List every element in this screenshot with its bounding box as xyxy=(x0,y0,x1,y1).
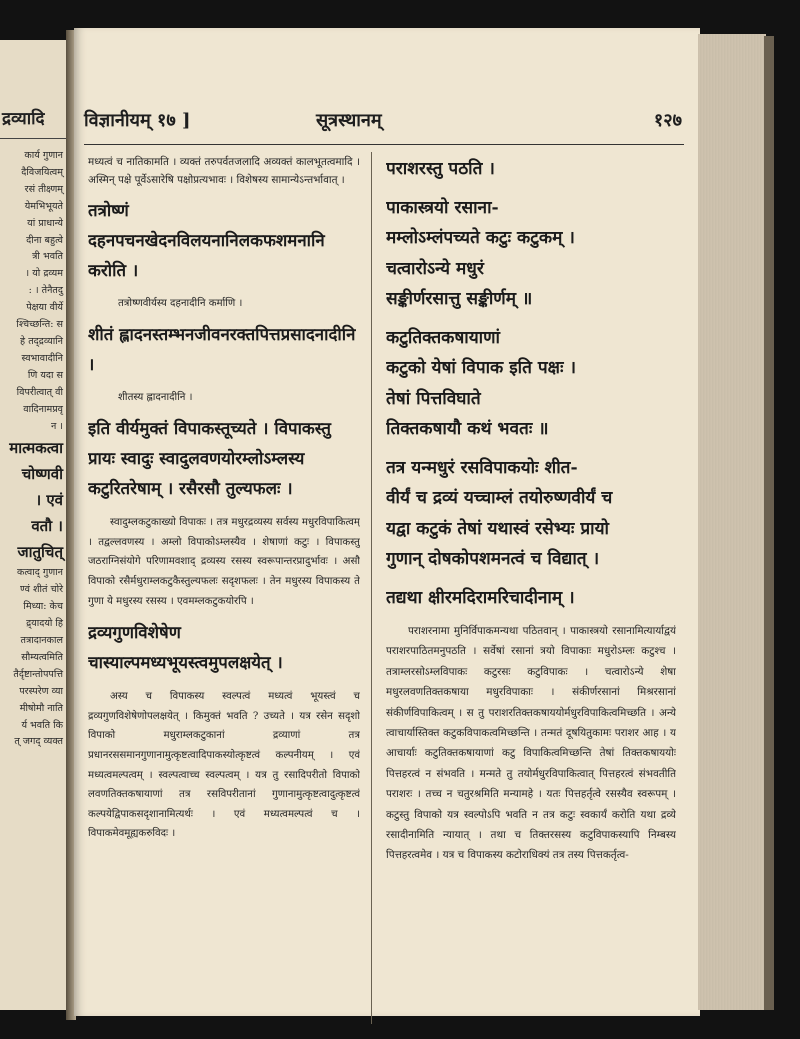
facing-page-line: णि यदा स xyxy=(27,369,63,381)
facing-page-line: मिध्या: केच xyxy=(23,601,63,613)
facing-page-line: पेक्षया वीर्ये xyxy=(26,302,63,314)
verse-line: कटुको येषां विपाक इति पक्षः । xyxy=(386,358,576,378)
sutra-verse xyxy=(386,323,676,445)
verse-line: चत्वारोऽन्ये मधुरं xyxy=(386,258,484,279)
facing-page-line: सौम्यत्वमिति xyxy=(21,651,63,663)
sutra-verse: इति वीर्यमुक्तं विपाकस्तूच्यते । विपाकस्तु प्रायः स्वादुः स्वादुलवणयोरम्लोऽम्लस्य कटुरितरेषाम् । रसैरसौ तुल्यफलः । xyxy=(88,418,331,499)
facing-page-line: कत्वाद् गुणान xyxy=(16,567,63,579)
verse-line: मम्लोऽम्लंपच्यते कटुः कटुकम् । xyxy=(386,228,575,248)
facing-page-line: । एवं xyxy=(35,491,63,510)
facing-page-line: स्वभावादीनि xyxy=(21,352,63,364)
commentary-text: मध्यत्वं च नातिकामति । व्यक्तं तरुपर्वतजलादि अव्यक्तं कालभूतत्वमादि । अस्मिन् पक्षे पूर्वेऽसारेषि पक्षोप्रत्यभावः । विशेषस्य सामान्येऽन्तर्भावात् । xyxy=(88,156,360,186)
book-cover-edge xyxy=(764,36,774,1010)
column-divider xyxy=(371,152,372,1024)
facing-page-line: जातुचित् xyxy=(17,543,63,562)
commentary-text: तत्रोष्णवीर्यस्य दहनादीनि कर्माणि । xyxy=(118,298,243,310)
facing-page-line: वादिनामप्रवृ xyxy=(23,403,63,415)
facing-page-line: मात्मकत्वा xyxy=(9,439,63,458)
running-header xyxy=(84,108,690,138)
sutra-verse xyxy=(386,154,676,185)
facing-page-line: । यो द्रव्यम xyxy=(25,268,63,280)
sutra-verse: द्रव्यगुणविशेषेण चास्याल्पमध्यभूयस्त्वमुपलक्षयेत् । xyxy=(88,622,283,673)
commentary-text: शीतस्य ह्लादनादीनि । xyxy=(118,392,193,404)
facing-page-line: र्य भवति कि xyxy=(21,719,63,731)
chapter-title: विज्ञानीयम् १७ ] xyxy=(84,110,191,131)
facing-page-line: कार्य गुणान xyxy=(24,150,63,161)
facing-page-line: मीषोमौ नाति xyxy=(19,702,63,714)
verse-line: कटुतिक्तकषायाणां xyxy=(386,327,501,348)
sutra-verse: शीतं ह्लादनस्तम्भनजीवनरक्तपित्तप्रसादनादीनि । xyxy=(88,324,356,375)
commentary-text: अस्य च विपाकस्य स्वल्पत्वं मध्यत्वं भूयस्त्वं च द्रव्यगुणविशेषेणोपलक्षयेत् । किमुक्तं भवति ? उच्यते । यत्र रसेन सदृशो विपाको मधुराम्लकटुकानां द्रव्याणां तत्र प्रधानरससमानगुणानामुत्कृष्टत्वादिपाकस्योत्कृष्टत्वं कल्पनीयम् । एवं मध्यत्वमल्पत्वम् । स्वल्पत्वाच्च स्वल्पत्वम् । यत्र तु रसादिपरीतो विपाको लवणतिक्तकषायाणां तत्र रसविपरीतानां गुणानामुत्कृष्टत्वादुत्कृष्टत्वं कल्पयेद्विपाकसदृशानामित्यर्थः । एवं मध्यत्वमल्पत्वं च । विपाकमेवमूह्यकरुविदः । xyxy=(88,691,360,840)
facing-page-line: दीना बहुत्वे xyxy=(26,234,63,246)
facing-page-line: येमभिभूयते xyxy=(24,200,63,212)
verse-line: यद्वा कटुकं तेषां यथास्वं रसेभ्यः प्रायो xyxy=(386,518,610,539)
right-column xyxy=(386,154,676,1034)
facing-page-line: यां प्राधान्ये xyxy=(27,217,63,229)
facing-page-header: द्रव्यादि xyxy=(2,109,45,129)
facing-page-line: चोष्णवी xyxy=(21,465,63,484)
verse-line: तेषां पित्तविघाते xyxy=(386,388,481,409)
facing-page-line: त् जगद् व्यक्त xyxy=(14,736,63,748)
commentary-text: स्वादुम्लकटुकाख्यो विपाकः । तत्र मधुरद्रव्यस्य सर्वस्य मधुरविपाकित्वम् । तद्वल्लवणस्य । अम्लो विपाकोऽम्लस्यैव । शेषाणां कटुः । विपाकस्तु जठराग्निसंयोगे परिणामवशाद् द्रव्यस्य रसस्य स्वरूपान्तरप्रादुर्भावः । असौ विपाको रसैर्मधुराम्लकटुकैस्तुल्यफलः सदृशफलः । तेन मधुरस्य विपाकस्य ते गुणा ये मधुरस्य रसस्य । एवमम्लकटुकयोरपि । xyxy=(88,517,360,607)
main-page xyxy=(74,28,700,1016)
sutra-verse xyxy=(386,583,676,614)
facing-page-line: परस्परेण व्या xyxy=(19,685,63,697)
facing-page-line: तैर्दृष्टान्तोपपत्ति xyxy=(13,668,63,680)
facing-page-line: ण्वं शीतं चोरे xyxy=(20,584,63,596)
section-title: सूत्रस्थानम् xyxy=(316,110,382,131)
facing-page-line: : । तेनैतदु xyxy=(28,285,63,297)
left-column xyxy=(88,154,360,1034)
facing-page-rule xyxy=(0,138,66,139)
facing-page-line: द्र्यादयो हि xyxy=(26,618,63,630)
facing-page-line: हे तद्द्रव्यानि xyxy=(20,335,63,347)
facing-page-line: वतौ । xyxy=(31,517,63,536)
verse-line: तद्यथा क्षीरमदिरामरिचादीनाम् । xyxy=(386,587,575,608)
sutra-verse xyxy=(386,453,676,575)
facing-page-line: तत्रादानकाल xyxy=(20,635,63,647)
verse-line: गुणान् दोषकोपशमनत्वं च विद्यात् । xyxy=(386,549,600,569)
sutra-verse xyxy=(386,193,676,315)
facing-page-line: रसं तीक्ष्णम् xyxy=(24,183,63,195)
facing-page-text xyxy=(0,148,66,751)
page-number: १२७ xyxy=(653,110,682,131)
page-edges xyxy=(698,34,766,1010)
facing-page-line: विपरीत्वात् वी xyxy=(16,386,63,398)
facing-page-line: श्चिच्छन्ति: स xyxy=(16,319,63,331)
verse-line: पराशरस्तु पठति । xyxy=(386,159,495,179)
facing-page-line: त्री भवति xyxy=(32,251,63,263)
verse-line: सङ्कीर्णरसात्तु सङ्कीर्णम् ॥ xyxy=(386,289,533,309)
verse-line: वीर्यं च द्रव्यं यच्चाम्लं तयोरुष्णवीर्यं च xyxy=(386,488,613,508)
facing-page-line: दैविजयित्वम् xyxy=(21,166,63,178)
verse-line: पाकास्त्रयो रसाना- xyxy=(386,197,499,218)
header-rule xyxy=(84,144,684,145)
facing-page xyxy=(0,40,68,1010)
commentary-text: पराशरनामा मुनिर्विपाकमन्यथा पठितवान् । पाकास्त्रयो रसानामित्यार्याद्वयं पराशरपाठितमनुपठति । सर्वेषां रसानां त्रयो विपाकाः मधुरोऽम्लः कटुश्च । तत्राम्लरसोऽम्लविपाकः कटुरसः कटुविपाकः । चत्वारोऽन्ये शेषा मधुरलवणतिक्तकषाया मधुरविपाकाः । संकीर्णरसानां मिश्ररसानां संकीर्णविपाकित्वम् । स तु पराशरतिक्तकषाययोर्मधुरविपाकित्वमिच्छति । अन्ये त्वाचार्यास्तिक्त कटुकविपाकत्वमिच्छन्ति । तन्मतं दूषयितुकामः पराशर आह । य आचार्याः कटुतिक्तकषायाणां कटु विपाकित्वमिच्छन्ति तेषां तिक्तकषाययोः पित्तहरत्वं न संभवति । मन्मते तु तयोर्मधुरविपाकित्वात् पित्तहरत्वं संभवतीति पराशरः । तच्च न चतुरश्रमिति मन्यामहे । यतः पित्तहर्तृत्वे रसस्यैव स्वरूपम् । कटुस्तु विपाको यत्र स्वल्पोऽपि भवति न तत्र कटुः स्वकार्यं करोति यथा द्रव्ये रसादीनामिति न्यायात् । तथा च तिक्तरसस्य कटुविपाकस्यापि निम्बस्य पित्तहरत्वमेव । यत्र च विपाकस्य कटोराधिक्यं तत्र तस्य पित्तकर्तृत्व- xyxy=(386,625,676,862)
facing-page-line: न । xyxy=(50,420,63,432)
verse-line: तिक्तकषायौ कथं भवतः ॥ xyxy=(386,419,549,439)
sutra-verse: तत्रोष्णं दहनपचनखेदनविलयनानिलकफशमनानि करोति । xyxy=(88,200,325,281)
verse-line: तत्र यन्मधुरं रसविपाकयोः शीत- xyxy=(386,457,578,478)
